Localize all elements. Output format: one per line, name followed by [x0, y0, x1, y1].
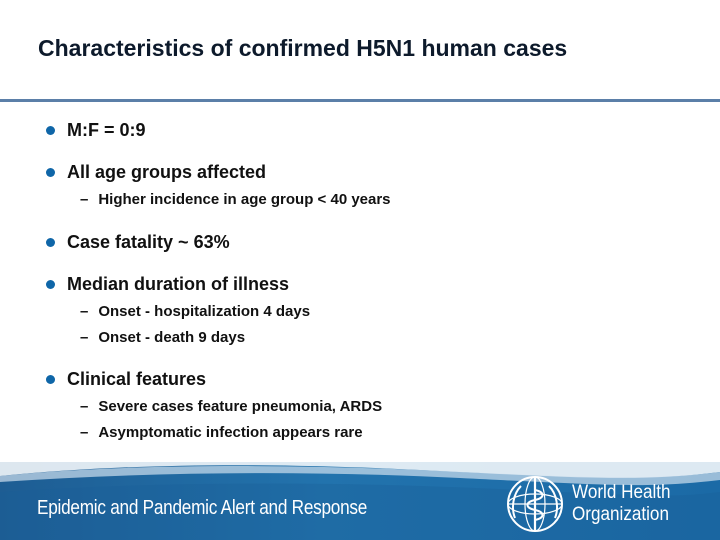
organization-name: [572, 482, 671, 526]
sub-bullet-text: Severe cases feature pneumonia, ARDS: [98, 398, 383, 415]
sub-bullet-text: Higher incidence in age group < 40 years: [98, 191, 391, 208]
sub-bullet-item: [80, 329, 245, 346]
sub-bullet-item: [80, 303, 310, 320]
sub-bullet-item: [80, 424, 363, 441]
bullet-item: [46, 274, 289, 295]
footer-banner: [0, 462, 720, 540]
program-name: Epidemic and Pandemic Alert and Response: [37, 497, 368, 519]
bullet-item: [46, 120, 146, 141]
dash-icon: –: [80, 303, 89, 320]
org-name-line2: Organization: [572, 504, 669, 525]
sub-bullet-item: [80, 191, 391, 208]
bullet-text: Median duration of illness: [67, 274, 290, 294]
sub-bullet-text: Onset - hospitalization 4 days: [98, 303, 311, 320]
bullet-item: [46, 162, 266, 183]
bullet-dot-icon: [46, 375, 55, 384]
bullet-text: M:F = 0:9: [67, 120, 146, 140]
org-name-line1: World Health: [572, 482, 671, 503]
sub-bullet-item: [80, 398, 382, 415]
sub-bullet-text: Asymptomatic infection appears rare: [98, 424, 363, 441]
bullet-dot-icon: [46, 280, 55, 289]
bullet-dot-icon: [46, 168, 55, 177]
bullet-text: Clinical features: [67, 369, 207, 389]
bullet-dot-icon: [46, 126, 55, 135]
title-divider: [0, 99, 720, 102]
bullet-item: [46, 232, 230, 253]
dash-icon: –: [80, 329, 89, 346]
bullet-dot-icon: [46, 238, 55, 247]
bullet-text: All age groups affected: [67, 162, 267, 182]
dash-icon: –: [80, 191, 89, 208]
sub-bullet-text: Onset - death 9 days: [98, 329, 246, 346]
dash-icon: –: [80, 424, 89, 441]
who-emblem-icon: [505, 474, 565, 534]
slide-title: Characteristics of confirmed H5N1 human cases: [38, 35, 568, 61]
bullet-text: Case fatality ~ 63%: [67, 232, 230, 252]
dash-icon: –: [80, 398, 89, 415]
bullet-item: [46, 369, 206, 390]
